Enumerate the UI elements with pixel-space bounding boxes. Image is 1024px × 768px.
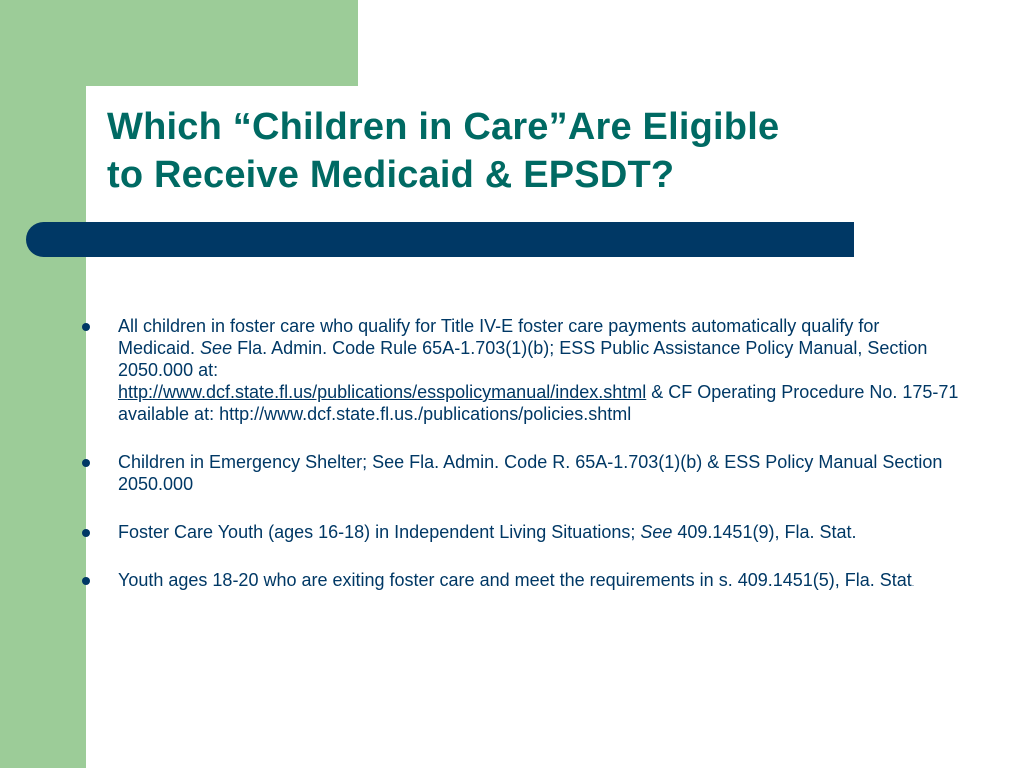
bullet-item-title-ive: [80, 315, 960, 425]
bullet-text: Children in Emergency Shelter; See Fla. Admin. Code R. 65A-1.703(1)(b) & ESS Policy Manual Section 2050.000: [118, 452, 943, 494]
bullet-dot-icon: [82, 529, 90, 537]
bullet-item-youth-exiting-care: [80, 569, 960, 595]
bullet-item-emergency-shelter: [80, 451, 960, 495]
bullet-dot-icon: [82, 459, 90, 467]
bullet-dot-icon: [82, 323, 90, 331]
bullet-text: Fla. Admin. Code Rule 65A-1.703(1)(b); ESS Public Assistance Policy Manual, Section 2050.000 at:: [118, 338, 928, 380]
title-divider-bar: [26, 222, 854, 257]
bullet-tail-period: .: [911, 579, 915, 588]
ess-policy-manual-link[interactable]: http://www.dcf.state.fl.us/publications/esspolicymanual/index.shtml: [118, 382, 647, 402]
slide-title: [107, 103, 987, 199]
bullet-item-independent-living: [80, 521, 960, 543]
bullet-text: 409.1451(9), Fla. Stat.: [672, 522, 857, 542]
title-line-1: Which “Children in Care”Are Eligible: [107, 106, 780, 148]
bullet-text: Youth ages 18-20 who are exiting foster care and meet the requirements in s. 409.1451(5), Fla. Stat: [118, 570, 912, 590]
bullet-text: All children in foster care who qualify for Title IV-E foster care payments automatically qualify for Medicaid.: [118, 316, 880, 358]
accent-green-strip: [0, 0, 86, 768]
bullet-dot-icon: [82, 577, 90, 585]
see-citation-signal: See: [200, 338, 233, 358]
bullet-list: [80, 315, 960, 595]
bullet-text: & CF Operating Procedure No. 175-71 available at: http://www.dcf.state.fl.us./publications/policies.shtml: [118, 382, 959, 424]
see-citation-signal: See: [640, 522, 673, 542]
title-line-2: to Receive Medicaid & EPSDT?: [107, 154, 675, 196]
bullet-text: Foster Care Youth (ages 16-18) in Independent Living Situations;: [118, 522, 641, 542]
